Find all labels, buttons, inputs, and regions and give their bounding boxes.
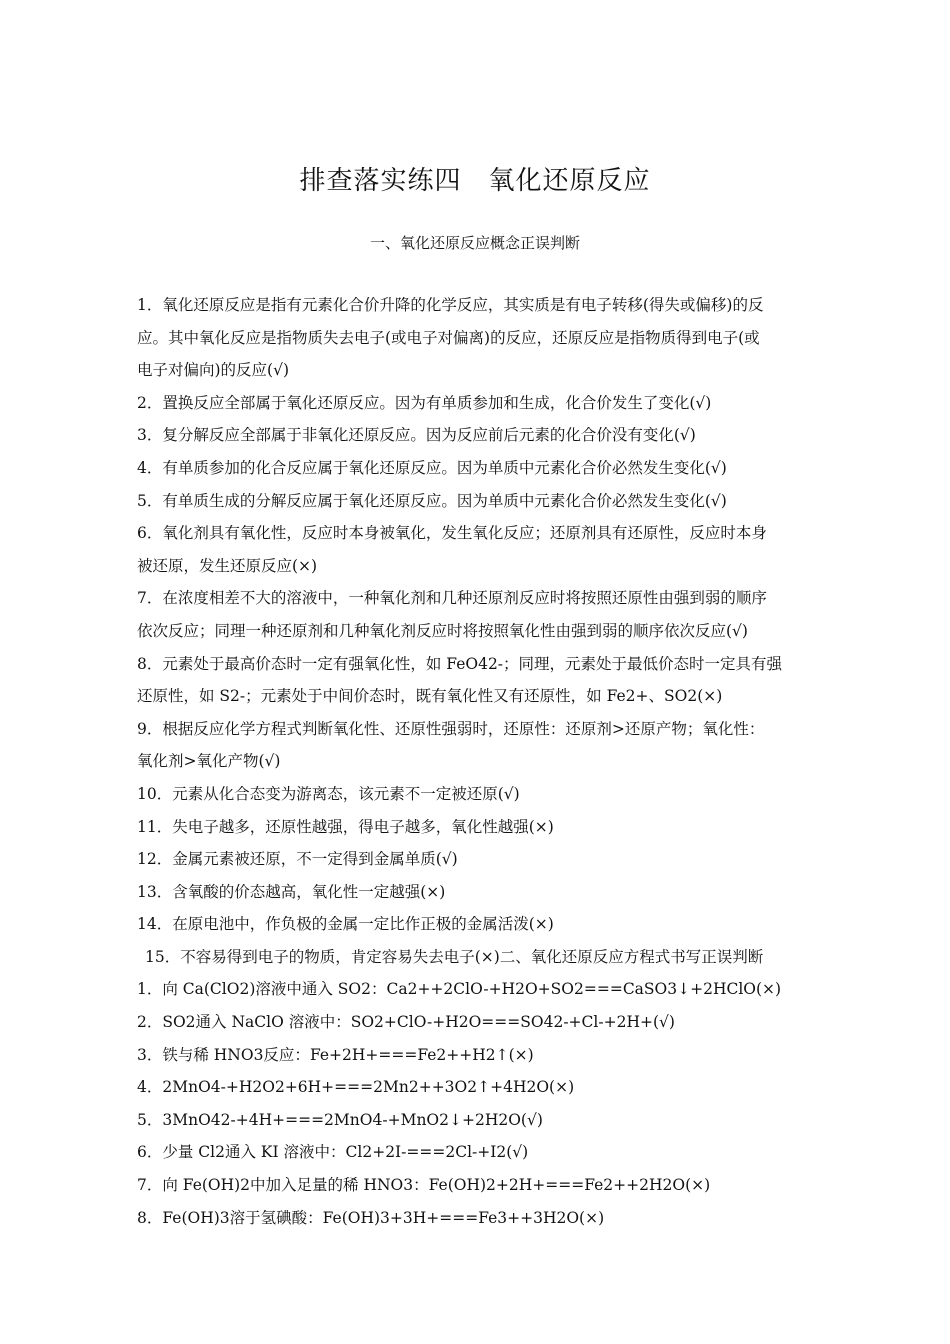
text-line: 还原性，如 S2-；元素处于中间价态时，既有氧化性又有还原性，如 Fe2+、SO2(×): [137, 687, 723, 706]
text-line: 1．氧化还原反应是指有元素化合价升降的化学反应，其实质是有电子转移(得失或偏移)的反: [137, 296, 764, 314]
text-line: 3．复分解反应全部属于非氧化还原反应。因为反应前后元素的化合价没有变化(√): [137, 426, 696, 445]
page-title: 排查落实练四 氧化还原反应: [299, 166, 651, 196]
equation-line: 6．少量 Cl2通入 KI 溶液中：Cl2+2I-===2Cl-+I2(√): [137, 1143, 529, 1162]
text-line: 4．有单质参加的化合反应属于氧化还原反应。因为单质中元素化合价必然发生变化(√): [137, 458, 727, 477]
text-line: 电子对偏向)的反应(√): [137, 361, 290, 380]
text-line: 应。其中氧化反应是指物质失去电子(或电子对偏离)的反应，还原反应是指物质得到电子(或: [137, 328, 760, 347]
text-line: 11．失电子越多，还原性越强，得电子越多，氧化性越强(×): [137, 817, 554, 836]
document-body: [137, 292, 819, 1237]
equation-line: 8．Fe(OH)3溶于氢碘酸：Fe(OH)3+3H+===Fe3++3H2O(×): [137, 1208, 605, 1227]
text-line: 8．元素处于最高价态时一定有强氧化性，如 FeO42-；同理，元素处于最低价态时一定具有强: [137, 654, 783, 673]
equation-line: 1．向 Ca(ClO2)溶液中通入 SO2：Ca2++2ClO-+H2O+SO2===CaSO3↓+2HClO(×): [137, 980, 782, 999]
text-line: 7．在浓度相差不大的溶液中，一种氧化剂和几种还原剂反应时将按照还原性由强到弱的顺序: [137, 589, 767, 608]
equation-line: 5．3MnO42-+4H+===2MnO4-+MnO2↓+2H2O(√): [137, 1110, 543, 1129]
equation-line: 7．向 Fe(OH)2中加入足量的稀 HNO3：Fe(OH)2+2H+===Fe2++2H2O(×): [137, 1176, 711, 1195]
text-line: 被还原，发生还原反应(×): [137, 556, 318, 575]
equation-line: 4．2MnO4-+H2O2+6H+===2Mn2++3O2↑+4H2O(×): [137, 1078, 575, 1097]
text-line: 依次反应；同理一种还原剂和几种氧化剂反应时将按照氧化性由强到弱的顺序依次反应(√): [137, 621, 748, 640]
text-line: 9．根据反应化学方程式判断氧化性、还原性强弱时，还原性：还原剂>还原产物；氧化性：: [137, 719, 765, 738]
text-line: 10．元素从化合态变为游离态，该元素不一定被还原(√): [137, 784, 520, 803]
equation-line: 2．SO2通入 NaClO 溶液中：SO2+ClO-+H2O===SO42-+Cl-+2H+(√): [137, 1013, 675, 1032]
text-line: 12．金属元素被还原，不一定得到金属单质(√): [137, 850, 458, 869]
text-line: 氧化剂>氧化产物(√): [137, 752, 281, 771]
text-line: 14．在原电池中，作负极的金属一定比作正极的金属活泼(×): [137, 915, 554, 934]
equation-line: 3．铁与稀 HNO3反应：Fe+2H+===Fe2++H2↑(×): [137, 1045, 534, 1064]
text-line: 5．有单质生成的分解反应属于氧化还原反应。因为单质中元素化合价必然发生变化(√): [137, 491, 727, 510]
text-line: 13．含氧酸的价态越高，氧化性一定越强(×): [137, 882, 446, 901]
text-line: 2．置换反应全部属于氧化还原反应。因为有单质参加和生成，化合价发生了变化(√): [137, 393, 712, 412]
text-line: 6．氧化剂具有氧化性，反应时本身被氧化，发生氧化反应；还原剂具有还原性，反应时本身: [137, 524, 767, 543]
text-line: 15．不容易得到电子的物质，肯定容易失去电子(×)二、氧化还原反应方程式书写正误判断: [145, 947, 764, 966]
section-heading-concepts: 一、氧化还原反应概念正误判断: [369, 234, 580, 252]
